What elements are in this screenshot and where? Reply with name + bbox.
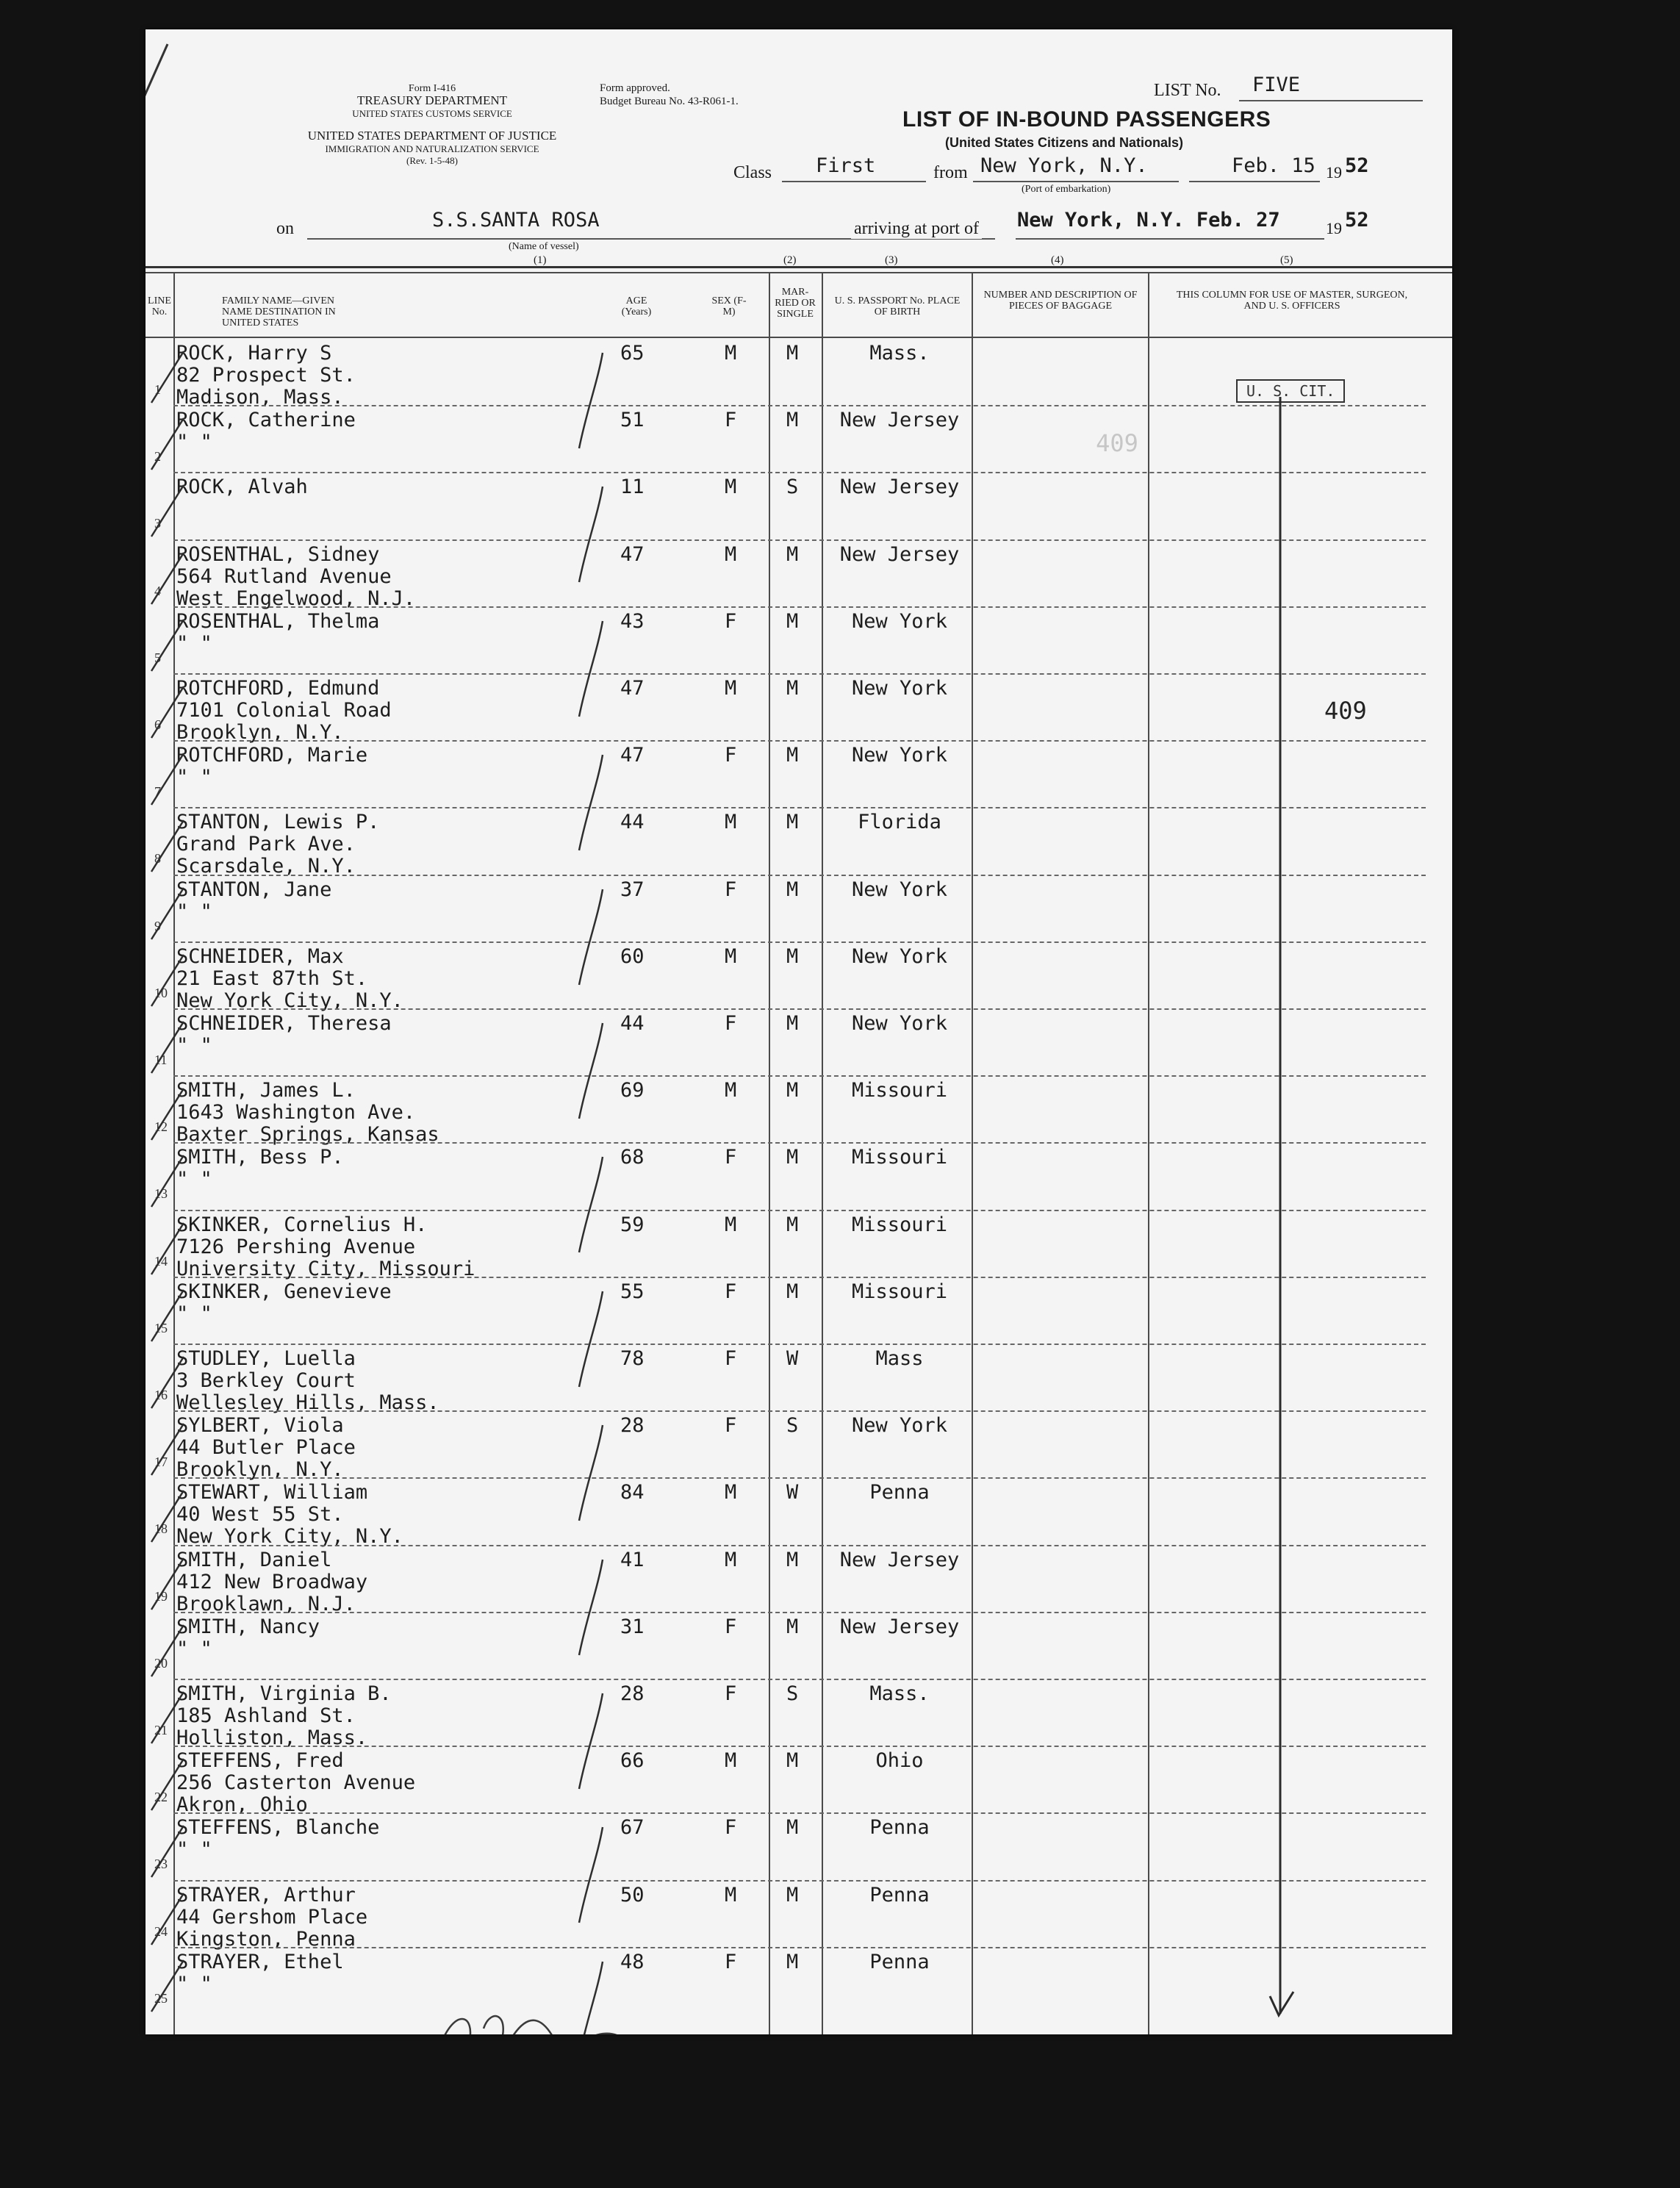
line-number: 19 [154, 1589, 168, 1604]
passenger-name: STUDLEY, Luella [176, 1347, 356, 1370]
column-number-5: (5) [1280, 254, 1293, 266]
depart-year-prefix: 19 [1326, 163, 1342, 182]
passenger-birthplace: Penna [869, 1816, 930, 1839]
passenger-birthplace: New Jersey [839, 409, 960, 431]
passenger-age: 65 [620, 342, 645, 365]
passenger-age: 28 [620, 1682, 645, 1705]
passenger-birthplace: Ohio [875, 1749, 924, 1772]
line-number: 17 [154, 1455, 168, 1469]
passenger-name: STEFFENS, Fred [176, 1749, 344, 1772]
passenger-name: STANTON, Lewis P. [176, 811, 380, 833]
passenger-age: 47 [620, 677, 645, 700]
passenger-marital-status: M [786, 1012, 799, 1035]
line-number: 2 [154, 449, 161, 464]
vessel-caption: (Name of vessel) [509, 241, 579, 252]
passenger-age: 50 [620, 1884, 645, 1907]
passenger-sex: F [725, 1816, 737, 1839]
passenger-age: 47 [620, 543, 645, 566]
passenger-address: 44 Butler Place [176, 1436, 356, 1459]
passenger-sex: F [725, 1280, 737, 1303]
budget-bureau: Budget Bureau No. 43-R061-1. [600, 96, 739, 107]
passenger-age: 66 [620, 1749, 645, 1772]
passenger-birthplace: Mass [875, 1347, 924, 1370]
passenger-address: 256 Casterton Avenue [176, 1771, 416, 1794]
passenger-marital-status: M [786, 1884, 799, 1907]
customs-service: UNITED STATES CUSTOMS SERVICE [352, 108, 512, 119]
treasury-dept: TREASURY DEPARTMENT [356, 93, 508, 107]
passenger-marital-status: M [786, 543, 799, 566]
list-no-label: LIST No. [1154, 81, 1221, 100]
passenger-sex: F [725, 878, 737, 901]
vessel-name: S.S.SANTA ROSA [432, 209, 600, 232]
passenger-marital-status: M [786, 1816, 799, 1839]
line-number: 1 [154, 382, 161, 397]
passenger-marital-status: M [786, 677, 799, 700]
passenger-address: Kingston, Penna [176, 1928, 356, 1951]
passenger-name: SKINKER, Cornelius H. [176, 1213, 428, 1236]
passenger-name: STANTON, Jane [176, 878, 332, 901]
passenger-marital-status: M [786, 1280, 799, 1303]
passenger-age: 41 [620, 1549, 645, 1571]
passenger-address: " " [176, 766, 212, 789]
passenger-marital-status: M [786, 1549, 799, 1571]
passenger-sex: M [725, 945, 737, 968]
line-number: 21 [154, 1723, 168, 1737]
passenger-address: Holliston, Mass. [176, 1726, 368, 1749]
passenger-address: Brooklyn, N.Y. [176, 1458, 344, 1481]
passenger-sex: M [725, 1749, 737, 1772]
passenger-marital-status: M [786, 1213, 799, 1236]
passenger-marital-status: S [786, 476, 799, 498]
header-line-no: LINE No. [148, 295, 171, 318]
passenger-name: STEWART, William [176, 1481, 368, 1504]
passenger-address: 7126 Pershing Avenue [176, 1235, 416, 1258]
line-number: 16 [154, 1388, 168, 1402]
passenger-marital-status: S [786, 1414, 799, 1437]
depart-date: Feb. 15 [1232, 154, 1315, 177]
passenger-birthplace: New York [851, 1012, 948, 1035]
passenger-sex: M [725, 1549, 737, 1571]
line-number: 23 [154, 1857, 168, 1871]
arrival-year-prefix: 19 [1326, 219, 1342, 237]
passenger-age: 69 [620, 1079, 645, 1102]
passenger-sex: M [725, 342, 737, 365]
header-passport-birthplace: U. S. PASSPORT No. PLACE OF BIRTH [834, 295, 961, 318]
passenger-address: " " [176, 1838, 212, 1861]
column-number-1: (1) [534, 254, 547, 266]
line-number: 10 [154, 986, 168, 1000]
passenger-address: 3 Berkley Court [176, 1369, 356, 1392]
passenger-name: ROCK, Alvah [176, 476, 308, 498]
passenger-address: " " [176, 1302, 212, 1325]
passenger-name: ROTCHFORD, Marie [176, 744, 368, 767]
line-number: 9 [154, 919, 161, 933]
header-sex: SEX (F-M) [711, 295, 747, 318]
passenger-birthplace: New Jersey [839, 476, 960, 498]
passenger-name: ROTCHFORD, Edmund [176, 677, 380, 700]
passenger-address: New York City, N.Y. [176, 1525, 403, 1548]
passenger-birthplace: Missouri [851, 1146, 948, 1169]
passenger-marital-status: M [786, 610, 799, 633]
passenger-name: ROSENTHAL, Thelma [176, 610, 380, 633]
passenger-name: SMITH, Virginia B. [176, 1682, 392, 1705]
passenger-name: STRAYER, Ethel [176, 1951, 344, 1973]
passenger-sex: F [725, 610, 737, 633]
class-value: First [816, 154, 876, 177]
line-number: 8 [154, 851, 161, 866]
passenger-address: " " [176, 632, 212, 655]
baggage-faint-number: 409 [1096, 429, 1138, 457]
passenger-sex: F [725, 1682, 737, 1705]
passenger-name: STEFFENS, Blanche [176, 1816, 380, 1839]
line-number: 5 [154, 650, 161, 665]
on-label: on [276, 219, 294, 238]
passenger-address: " " [176, 431, 212, 453]
passenger-marital-status: M [786, 811, 799, 833]
passenger-name: SYLBERT, Viola [176, 1414, 344, 1437]
passenger-birthplace: New Jersey [839, 543, 960, 566]
passenger-address: Wellesley Hills, Mass. [176, 1391, 439, 1414]
passenger-birthplace: New York [851, 945, 948, 968]
passenger-age: 68 [620, 1146, 645, 1169]
passenger-marital-status: M [786, 945, 799, 968]
passenger-name: SKINKER, Genevieve [176, 1280, 392, 1303]
passenger-address: University City, Missouri [176, 1258, 475, 1280]
passenger-name: STRAYER, Arthur [176, 1884, 356, 1907]
passenger-age: 11 [620, 476, 645, 498]
passenger-address: 412 New Broadway [176, 1571, 368, 1593]
passenger-name: SMITH, Nancy [176, 1615, 320, 1638]
passenger-age: 60 [620, 945, 645, 968]
passenger-address: 185 Ashland St. [176, 1704, 356, 1727]
header-age: AGE (Years) [621, 295, 652, 318]
passenger-address: Scarsdale, N.Y. [176, 855, 356, 878]
column-number-3: (3) [885, 254, 898, 266]
form-number: Form I-416 [408, 83, 456, 94]
passenger-age: 55 [620, 1280, 645, 1303]
line-number: 25 [154, 1991, 168, 2006]
passenger-sex: F [725, 1615, 737, 1638]
passenger-birthplace: Mass. [869, 342, 930, 365]
arriving-label: arriving at port of [851, 219, 982, 239]
column-number-2: (2) [783, 254, 797, 266]
line-number: 20 [154, 1656, 168, 1671]
passenger-address: Brooklyn, N.Y. [176, 721, 344, 744]
passenger-address: New York City, N.Y. [176, 989, 403, 1012]
line-number: 3 [154, 516, 161, 531]
passenger-address: 7101 Colonial Road [176, 699, 392, 722]
passenger-birthplace: New York [851, 677, 948, 700]
passenger-name: SMITH, Bess P. [176, 1146, 344, 1169]
passenger-address: Brooklawn, N.J. [176, 1593, 356, 1615]
line-number: 15 [154, 1321, 168, 1335]
passenger-sex: M [725, 1079, 737, 1102]
line-number: 18 [154, 1521, 168, 1536]
passenger-birthplace: Florida [858, 811, 941, 833]
passenger-sex: F [725, 1012, 737, 1035]
passenger-birthplace: Penna [869, 1951, 930, 1973]
passenger-birthplace: Penna [869, 1884, 930, 1907]
line-number: 7 [154, 784, 161, 799]
form-approved: Form approved. [600, 82, 670, 94]
passenger-birthplace: New York [851, 610, 948, 633]
passenger-sex: M [725, 1213, 737, 1236]
passenger-birthplace: New Jersey [839, 1615, 960, 1638]
passenger-address: 40 West 55 St. [176, 1503, 344, 1526]
port-caption: (Port of embarkation) [1022, 184, 1111, 195]
from-value: New York, N.Y. [980, 154, 1148, 177]
passenger-address: 564 Rutland Avenue [176, 565, 392, 588]
passenger-address: " " [176, 900, 212, 923]
passenger-marital-status: M [786, 1146, 799, 1169]
passenger-address: " " [176, 1034, 212, 1057]
depart-year: 52 [1345, 154, 1369, 177]
line-number: 24 [154, 1924, 168, 1939]
line-number: 14 [154, 1254, 168, 1269]
passenger-sex: M [725, 543, 737, 566]
passenger-name: ROCK, Catherine [176, 409, 356, 431]
passenger-age: 43 [620, 610, 645, 633]
passenger-sex: M [725, 476, 737, 498]
officer-note-number: 409 [1324, 697, 1367, 725]
passenger-age: 44 [620, 811, 645, 833]
passenger-birthplace: New York [851, 744, 948, 767]
passenger-age: 59 [620, 1213, 645, 1236]
passenger-name: ROCK, Harry S [176, 342, 332, 365]
passenger-marital-status: M [786, 878, 799, 901]
passenger-name: ROSENTHAL, Sidney [176, 543, 380, 566]
passenger-birthplace: New York [851, 878, 948, 901]
passenger-birthplace: Penna [869, 1481, 930, 1504]
passenger-address: 21 East 87th St. [176, 967, 368, 990]
passenger-marital-status: M [786, 1079, 799, 1102]
passenger-birthplace: Missouri [851, 1079, 948, 1102]
list-no-value: FIVE [1252, 73, 1301, 96]
passenger-age: 51 [620, 409, 645, 431]
passenger-marital-status: M [786, 1749, 799, 1772]
line-number: 11 [154, 1052, 168, 1067]
column-number-4: (4) [1051, 254, 1064, 266]
arrival-value: New York, N.Y. Feb. 27 [1017, 209, 1280, 232]
passenger-name: SMITH, James L. [176, 1079, 356, 1102]
passenger-marital-status: M [786, 1951, 799, 1973]
passenger-sex: F [725, 1951, 737, 1973]
passenger-address: Madison, Mass. [176, 386, 344, 409]
passenger-marital-status: S [786, 1682, 799, 1705]
justice-dept: UNITED STATES DEPARTMENT OF JUSTICE [307, 129, 557, 143]
passenger-marital-status: M [786, 1615, 799, 1638]
passenger-address: " " [176, 1973, 212, 1995]
header-officers-use: THIS COLUMN FOR USE OF MASTER, SURGEON, AND U. S. OFFICERS [1176, 290, 1408, 312]
passenger-marital-status: M [786, 744, 799, 767]
passenger-name: SCHNEIDER, Theresa [176, 1012, 392, 1035]
passenger-marital-status: M [786, 409, 799, 431]
line-number: 12 [154, 1119, 168, 1134]
form-subtitle: (United States Citizens and Nationals) [945, 135, 1184, 150]
header-baggage: NUMBER AND DESCRIPTION OF PIECES OF BAGGAGE [983, 290, 1138, 312]
passenger-age: 78 [620, 1347, 645, 1370]
passenger-marital-status: W [786, 1347, 799, 1370]
passenger-sex: F [725, 744, 737, 767]
passenger-sex: M [725, 811, 737, 833]
passenger-address: 82 Prospect St. [176, 364, 356, 387]
passenger-age: 47 [620, 744, 645, 767]
form-title: LIST OF IN-BOUND PASSENGERS [902, 107, 1271, 132]
line-number: 4 [154, 584, 161, 598]
passenger-marital-status: M [786, 342, 799, 365]
passenger-age: 37 [620, 878, 645, 901]
passenger-age: 48 [620, 1951, 645, 1973]
passenger-birthplace: Missouri [851, 1280, 948, 1303]
passenger-sex: M [725, 677, 737, 700]
passenger-sex: F [725, 1414, 737, 1437]
passenger-age: 28 [620, 1414, 645, 1437]
header-name-destination: FAMILY NAME—GIVEN NAME DESTINATION IN UNITED STATES [222, 295, 336, 329]
manifest-page [146, 29, 1452, 2034]
class-label: Class [733, 163, 772, 182]
passenger-age: 67 [620, 1816, 645, 1839]
immigration-service: IMMIGRATION AND NATURALIZATION SERVICE [325, 143, 539, 154]
passenger-name: SCHNEIDER, Max [176, 945, 344, 968]
header-married-single: MAR- RIED OR SINGLE [775, 287, 816, 320]
passenger-address: Baxter Springs, Kansas [176, 1123, 439, 1146]
passenger-age: 31 [620, 1615, 645, 1638]
passenger-address: " " [176, 1638, 212, 1660]
passenger-name: SMITH, Daniel [176, 1549, 332, 1571]
passenger-sex: M [725, 1884, 737, 1907]
passenger-age: 84 [620, 1481, 645, 1504]
passenger-sex: F [725, 409, 737, 431]
passenger-address: West Engelwood, N.J. [176, 587, 416, 610]
passenger-sex: F [725, 1347, 737, 1370]
passenger-birthplace: Mass. [869, 1682, 930, 1705]
passenger-address: " " [176, 1168, 212, 1191]
arrival-year: 52 [1345, 209, 1369, 232]
line-number: 13 [154, 1186, 168, 1201]
us-citizen-stamp: U. S. CIT. [1236, 379, 1345, 403]
passenger-sex: M [725, 1481, 737, 1504]
revision: (Rev. 1-5-48) [406, 155, 458, 166]
passenger-birthplace: New York [851, 1414, 948, 1437]
passenger-birthplace: Missouri [851, 1213, 948, 1236]
passenger-birthplace: New Jersey [839, 1549, 960, 1571]
passenger-sex: F [725, 1146, 737, 1169]
line-number: 6 [154, 717, 161, 732]
passenger-address: 44 Gershom Place [176, 1906, 368, 1929]
line-number: 22 [154, 1790, 168, 1804]
passenger-address: Grand Park Ave. [176, 833, 356, 856]
passenger-address: Akron, Ohio [176, 1793, 308, 1816]
passenger-marital-status: W [786, 1481, 799, 1504]
passenger-address: 1643 Washington Ave. [176, 1101, 416, 1124]
from-label: from [933, 163, 968, 182]
passenger-age: 44 [620, 1012, 645, 1035]
